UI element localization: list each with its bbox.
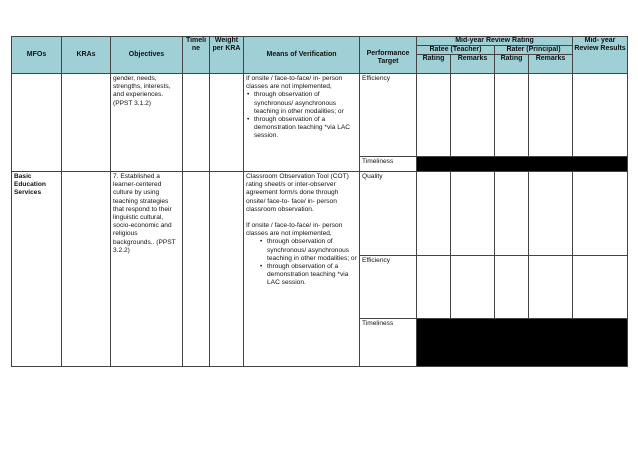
row2-means-bullet: • through observation of a demonstration teaching *via LAC session.: [267, 263, 357, 288]
header-means: Means of Verification: [244, 37, 360, 74]
row2-means-cot: Classroom Observation Tool (COT) rating sheet/s or inter-observer agreement form/s done through onsite/ face-to- face/ in- person classroom observation.: [246, 173, 349, 213]
row2-quality-ratee-rating[interactable]: [417, 172, 451, 256]
row1-objective-text: gender, needs, strengths, interests, and experiences. (PPST 3.1.2): [113, 75, 171, 107]
row2-means-list: [246, 238, 357, 287]
header-ratee: Ratee (Teacher): [417, 46, 495, 55]
row1-efficiency-results[interactable]: [573, 74, 628, 157]
row2-objective: [111, 172, 183, 367]
row1-means: [244, 74, 360, 172]
row2-target-timeliness: Timeliness: [360, 319, 417, 367]
row1-kra-cell: [62, 74, 111, 172]
row1-weight-cell: [210, 74, 244, 172]
review-table: [11, 36, 628, 367]
row2-efficiency-ratee-rating[interactable]: [417, 256, 451, 319]
row2-kra-cell: [62, 172, 111, 367]
row1-timeline-cell: [183, 74, 210, 172]
header-midyear-results: Mid- year Review Results: [573, 37, 628, 74]
header-objectives: Objectives: [111, 37, 183, 74]
row1-objective: [111, 74, 183, 172]
row1-means-list: [246, 91, 357, 140]
row1-timeliness-blacked-out: [417, 157, 628, 172]
row2-efficiency-ratee-remarks[interactable]: [451, 256, 495, 319]
header-rater-remarks: Remarks: [529, 55, 573, 74]
row2-means-intro: If onsite / face-to-face/ in- person classes are not implemented,: [246, 222, 343, 238]
row1-efficiency-ratee-remarks[interactable]: [451, 74, 495, 157]
row2-quality-ratee-remarks[interactable]: [451, 172, 495, 256]
header-kras: KRAs: [62, 37, 111, 74]
row2-timeline-cell: [183, 172, 210, 367]
row1-efficiency-rater-rating[interactable]: [495, 74, 529, 157]
row2-timeliness-blacked-out: [417, 319, 628, 367]
row2-target-efficiency: Efficiency: [360, 256, 417, 319]
row1-means-bullet: • through observation of a demonstration teaching *via LAC session.: [254, 116, 357, 141]
row2-efficiency-rater-remarks[interactable]: [529, 256, 573, 319]
row2-quality-results[interactable]: [573, 172, 628, 256]
row2-means-bullet: • through observation of synchronous/ asynchronous teaching in other modalities; or: [267, 238, 357, 263]
header-weight: Weight per KRA: [210, 37, 244, 74]
header-rater-rating: Rating: [495, 55, 529, 74]
header-midyear-rating: Mid-year Review Rating: [417, 37, 573, 46]
header-mfos: MFOs: [12, 37, 62, 74]
rpms-review-form: [11, 36, 627, 367]
row2-target-quality: Quality: [360, 172, 417, 256]
row2-quality-rater-rating[interactable]: [495, 172, 529, 256]
row1-target-timeliness: Timeliness: [360, 157, 417, 172]
row1-efficiency-ratee-rating[interactable]: [417, 74, 451, 157]
header-ratee-rating: Rating: [417, 55, 451, 74]
row2-objective-text: 7. Established a learner-centered culture by using teaching strategies that respond to their linguistic cultural, socio-economic and religious backgrounds.. (PPST 3.2.2): [113, 173, 176, 254]
row2-means: [244, 172, 360, 367]
header-timeline: Timeli ne: [183, 37, 210, 74]
header-ratee-remarks: Remarks: [451, 55, 495, 74]
row1-means-intro: If onsite / face-to-face/ in- person classes are not implemented,: [246, 75, 343, 91]
row2-weight-cell: [210, 172, 244, 367]
row1-mfo-cell: [12, 74, 62, 172]
row2-efficiency-results[interactable]: [573, 256, 628, 319]
row1-means-bullet: • through observation of synchronous/ asynchronous teaching in other modalities; or: [254, 91, 357, 116]
header-rater: Rater (Principal): [495, 46, 573, 55]
row1-target-efficiency: Efficiency: [360, 74, 417, 157]
row2-quality-rater-remarks[interactable]: [529, 172, 573, 256]
row1-efficiency-rater-remarks[interactable]: [529, 74, 573, 157]
row2-mfo: Basic Education Services: [12, 172, 62, 367]
header-performance-target: Performance Target: [360, 37, 417, 74]
row2-efficiency-rater-rating[interactable]: [495, 256, 529, 319]
